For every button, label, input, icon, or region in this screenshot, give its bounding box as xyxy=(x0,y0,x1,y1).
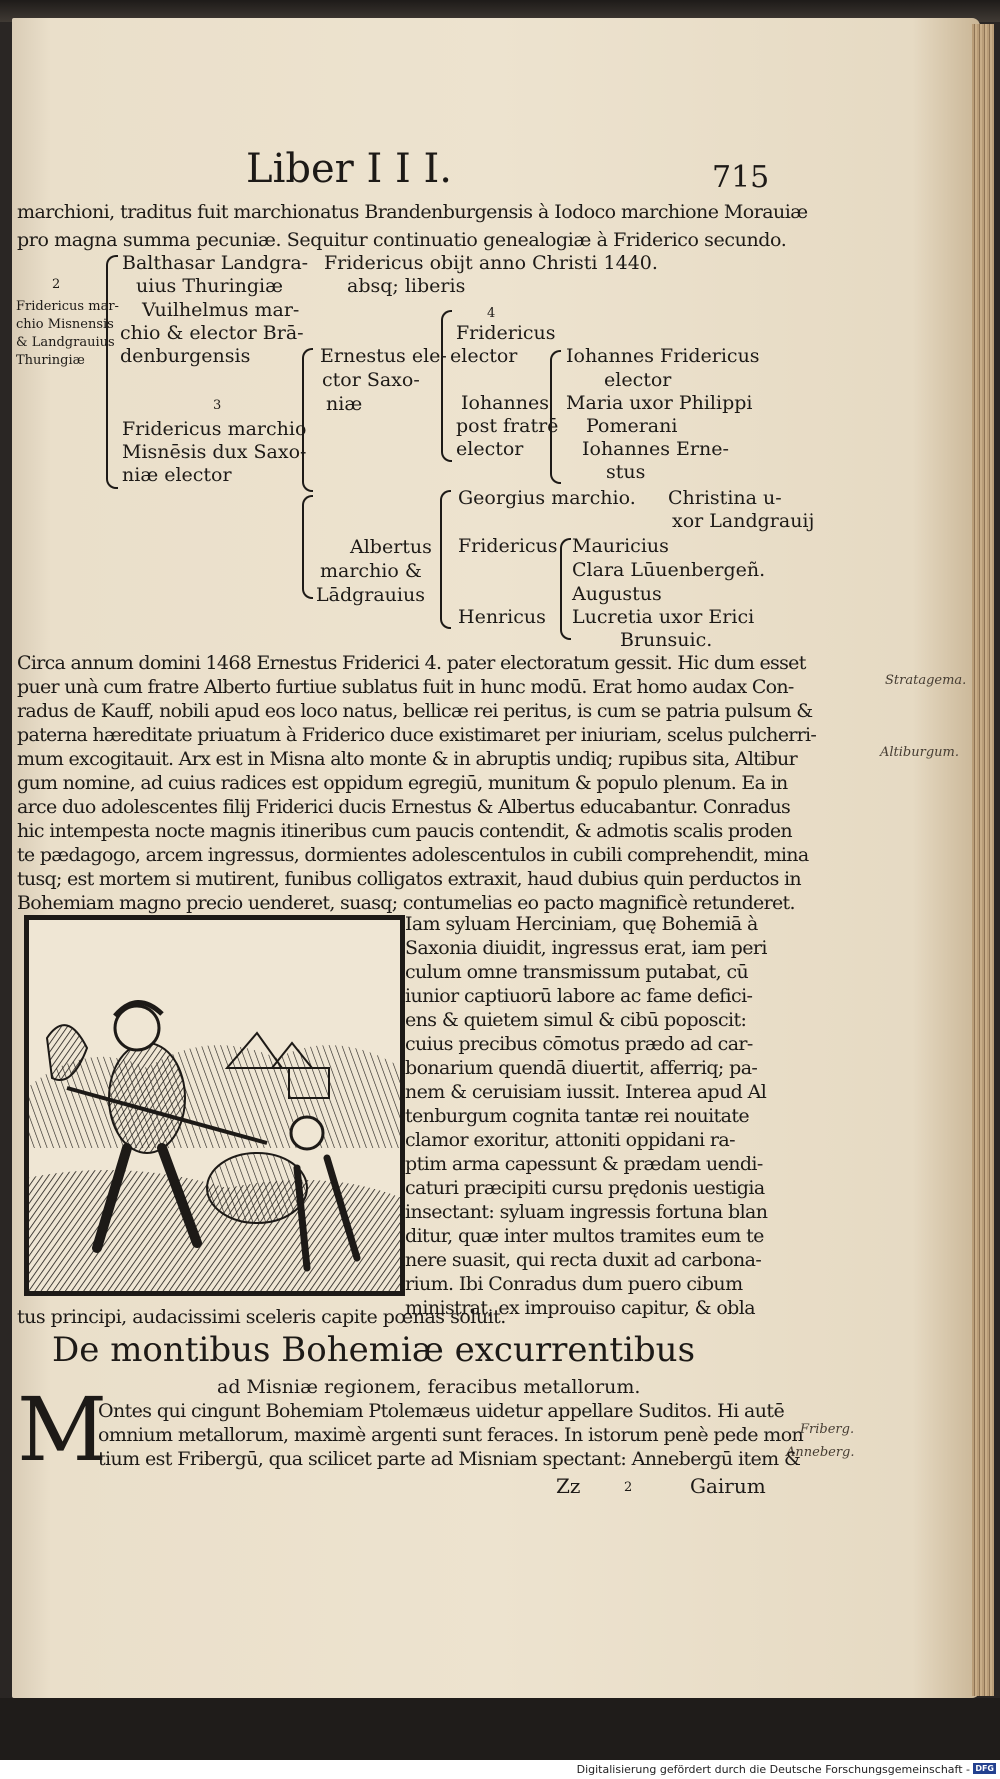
right-column-line: nere suasit, qui recta duxit ad carbona- xyxy=(405,1249,762,1271)
gen-albertus-child: Fridericus xyxy=(458,535,558,557)
section-line: omnium metallorum, maximè argenti sunt feraces. In istorum penè pede mon xyxy=(98,1424,804,1446)
gen-fridericus-note: Fridericus obijt anno Christi 1440. xyxy=(324,252,658,274)
gen-henricus-child: Mauricius xyxy=(572,535,669,557)
intro-line-2: pro magna summa pecuniæ. Sequitur continuatio genealogiæ à Friderico secundo. xyxy=(17,229,787,251)
genealogy-brace xyxy=(550,350,561,484)
margin-note-anneberg: Anneberg. xyxy=(786,1445,855,1460)
gen-albertus-child: Henricus xyxy=(458,606,546,628)
right-column-line: culum omne transmissum putabat, cū xyxy=(405,961,749,983)
body-line: puer unà cum fratre Alberto furtiue sublatus fuit in hunc modū. Erat homo audax Con- xyxy=(17,676,794,698)
body-line: paterna hæreditate priuatum à Friderico duce existimaret per iniuriam, scelus pulcherri- xyxy=(17,724,817,746)
genealogy-brace xyxy=(560,538,571,640)
genealogy-brace xyxy=(302,495,313,599)
body-line: Circa annum domini 1468 Ernestus Friderici 4. pater electoratum gessit. Hic dum esset xyxy=(17,652,806,674)
gen-johann-child: Pomerani xyxy=(586,415,678,437)
right-column-line: ptim arma capessunt & prædam uendi- xyxy=(405,1153,763,1175)
gen-albertus: Lādgrauius xyxy=(316,584,425,606)
running-header-title: Liber I I I. xyxy=(246,146,453,192)
gen-ernestus-child: Iohannes xyxy=(461,392,549,414)
body-line: radus de Kauff, nobili apud eos loco natus, bellicæ rei peritus, is cum se patria pulsum & xyxy=(17,700,813,722)
gen-johann-child: elector xyxy=(604,369,672,391)
gen-wilhelm: Vuilhelmus mar- xyxy=(142,299,300,321)
gen-henricus-child: Clara Lūuenbergeñ. xyxy=(572,559,766,581)
catchword: Gairum xyxy=(690,1474,766,1498)
margin-note-altiburgum: Altiburgum. xyxy=(880,745,959,760)
gen-balthasar: Balthasar Landgra- xyxy=(122,252,309,274)
dfg-logo: DFG xyxy=(975,1764,994,1773)
body-line: arce duo adolescentes filij Friderici ducis Ernestus & Albertus educabantur. Conradus xyxy=(17,796,791,818)
gen-ernestus-child: Fridericus xyxy=(456,322,556,344)
right-column-line: rium. Ibi Conradus dum puero cibum xyxy=(405,1273,743,1295)
gen-wilhelm: chio & elector Brā- xyxy=(120,322,304,344)
body-line: Bohemiam magno precio uenderet, suasq; contumelias eo pacto magnificè retunderet. xyxy=(17,892,795,914)
gen-albertus-child: Georgius marchio. xyxy=(458,487,636,509)
margin-note-stratagema: Stratagema. xyxy=(885,673,967,688)
right-column-line: cuius precibus cōmotus prædo ad car- xyxy=(405,1033,753,1055)
gen-ernestus-child: post fratrē xyxy=(456,415,559,437)
gen-johann-child: Iohannes Fridericus xyxy=(566,345,760,367)
section-subtitle: ad Misniæ regionem, feracibus metallorum. xyxy=(217,1376,641,1398)
gen-fridericus-elector: Misnēsis dux Saxo- xyxy=(122,441,307,463)
gen-number-2: 2 xyxy=(52,277,61,292)
gen-root-line: chio Misnensis xyxy=(16,317,114,332)
body-line: gum nomine, ad cuius radices est oppidum egregiū, munitum & populo plenum. Ea in xyxy=(17,772,788,794)
gen-henricus-child: xor Landgrauij xyxy=(672,510,815,532)
genealogy-brace xyxy=(441,310,452,462)
genealogy-brace xyxy=(302,348,313,492)
right-column-line: bonarium quendā diuertit, afferriq; pa- xyxy=(405,1057,758,1079)
gen-root-line: & Landgrauius xyxy=(16,335,115,350)
section-line: tium est Fribergū, qua scilicet parte ad Misniam spectant: Annebergū item & xyxy=(98,1448,801,1470)
footer-bar xyxy=(0,1760,1000,1779)
gen-albertus: Albertus xyxy=(350,536,432,558)
gen-ernestus: niæ xyxy=(326,393,363,415)
drop-cap-initial: M xyxy=(17,1378,108,1481)
right-column-line: ens & quietem simul & cibū poposcit: xyxy=(405,1009,747,1031)
gen-root-line: Fridericus mar- xyxy=(16,299,119,314)
signature-number: 2 xyxy=(624,1480,633,1495)
closing-line: tus principi, audacissimi sceleris capite pœnas soluit. xyxy=(17,1306,506,1328)
right-column-line: nem & ceruisiam iussit. Interea apud Al xyxy=(405,1081,767,1103)
gen-number-3: 3 xyxy=(213,398,222,413)
body-line: te pædagogo, arcem ingressus, dormientes adolescentulos in cubili comprehendit, mina xyxy=(17,844,809,866)
gen-fridericus-note: absq; liberis xyxy=(347,275,466,297)
right-column-line: clamor exoritur, attoniti oppidani ra- xyxy=(405,1129,735,1151)
gen-ernestus-child: elector xyxy=(450,345,518,367)
footer-credit: Digitalisierung gefördert durch die Deutsche Forschungsgemeinschaft - xyxy=(576,1763,970,1776)
right-column-line: iunior captiuorū labore ac fame defici- xyxy=(405,985,753,1007)
section-line: Ontes qui cingunt Bohemiam Ptolemæus uidetur appellare Suditos. Hi autē xyxy=(98,1400,785,1422)
right-column-line: ministrat, ex improuiso capitur, & obla xyxy=(405,1297,755,1319)
gen-henricus-child: Augustus xyxy=(572,583,662,605)
right-column-line: caturi præcipiti cursu prędonis uestigia xyxy=(405,1177,765,1199)
gen-ernestus: Ernestus ele- xyxy=(320,345,447,367)
woodcut-illustration xyxy=(24,915,405,1296)
gen-ernestus-child: elector xyxy=(456,438,524,460)
section-title: De montibus Bohemiæ excurrentibus xyxy=(52,1330,696,1370)
body-line: mum excogitauit. Arx est in Misna alto monte & in abruptis undiq; rupibus sita, Altibur xyxy=(17,748,797,770)
right-column-line: tenburgum cognita tantæ rei nouitate xyxy=(405,1105,750,1127)
intro-line-1: marchioni, traditus fuit marchionatus Brandenburgensis à Iodoco marchione Morauiæ xyxy=(17,201,808,223)
gen-henricus-child: Brunsuic. xyxy=(620,629,713,651)
right-column-line: ditur, quæ inter multos tramites eum te xyxy=(405,1225,764,1247)
gen-henricus-child: Lucretia uxor Erici xyxy=(572,606,755,628)
gen-fridericus-elector: niæ elector xyxy=(122,464,232,486)
page-number: 715 xyxy=(712,160,770,195)
gen-wilhelm: denburgensis xyxy=(120,345,251,367)
gen-johann-child: stus xyxy=(606,461,646,483)
gen-johann-child: Maria uxor Philippi xyxy=(566,392,753,414)
gen-albertus: marchio & xyxy=(320,560,422,582)
gen-root-line: Thuringiæ xyxy=(16,353,85,368)
right-column-line: insectant: syluam ingressis fortuna blan xyxy=(405,1201,768,1223)
book-bottom-shadow xyxy=(0,1698,1000,1760)
page-edges xyxy=(972,24,994,1696)
body-line: hic intempesta nocte magnis itineribus cum paucis contendit, & admotis scalis proden xyxy=(17,820,792,842)
right-column-line: Iam syluam Herciniam, quę Bohemiā à xyxy=(405,913,758,935)
gen-ernestus: ctor Saxo- xyxy=(322,369,420,391)
signature-mark: Zz xyxy=(556,1474,581,1498)
gen-fridericus-elector: Fridericus marchio xyxy=(122,418,307,440)
genealogy-brace xyxy=(106,255,118,489)
gen-number-4: 4 xyxy=(487,306,496,321)
gen-henricus-child: Christina u- xyxy=(668,487,782,509)
gen-johann-child: Iohannes Erne- xyxy=(582,438,729,460)
margin-note-friberg: Friberg. xyxy=(800,1422,855,1437)
body-line: tusq; est mortem si mutirent, funibus colligatos extraxit, haud dubius quin perductos in xyxy=(17,868,801,890)
gen-balthasar: uius Thuringiæ xyxy=(136,275,283,297)
genealogy-brace xyxy=(440,490,451,629)
right-column-line: Saxonia diuidit, ingressus erat, iam peri xyxy=(405,937,767,959)
